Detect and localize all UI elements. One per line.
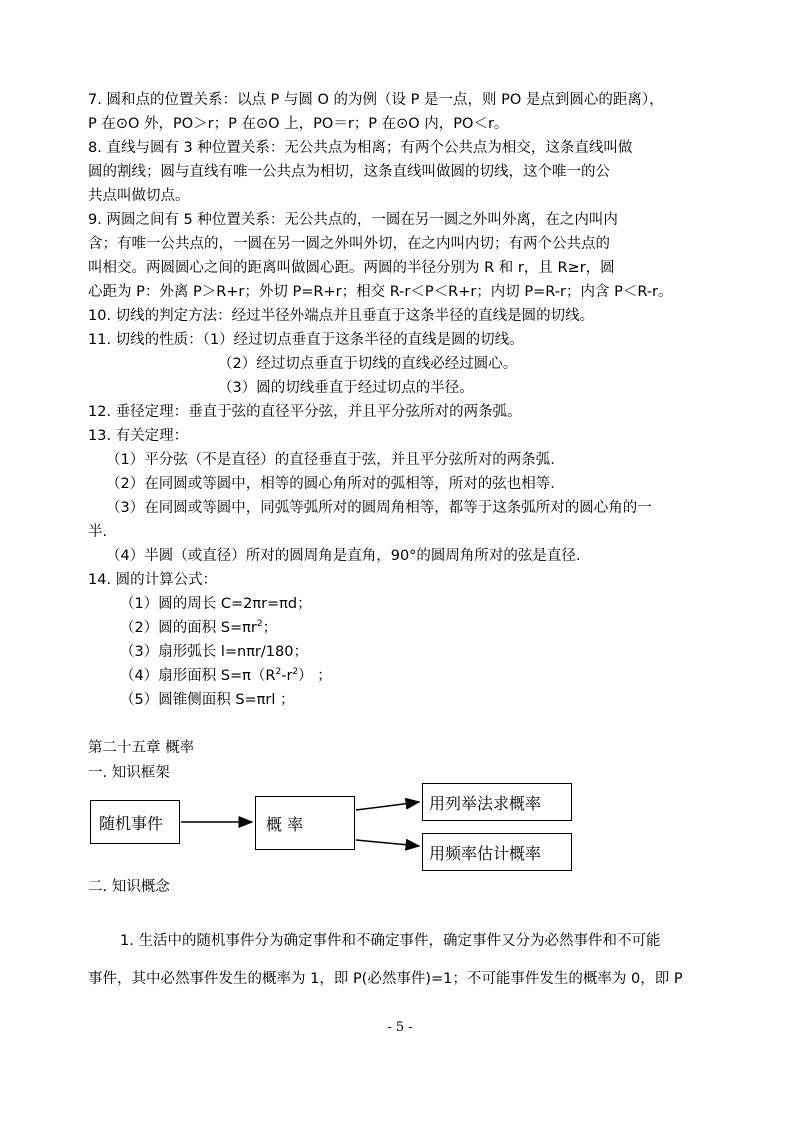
chapter-title: 第二十五章 概率 — [88, 740, 195, 756]
text-line-8c: 共点叫做切点。 — [88, 188, 190, 204]
text-line-13-4: （4）半圆（或直径）所对的圆周角是直角，90°的圆周角所对的弦是直径. — [106, 548, 581, 564]
text-line-7a: 7. 圆和点的位置关系：以点 P 与圆 O 的为例（设 P 是一点，则 PO 是点到圆心的距离）， — [88, 92, 664, 108]
text-line-10: 10. 切线的判定方法：经过半径外端点并且垂直于这条半径的直线是圆的切线。 — [88, 308, 595, 324]
text-line-13-1: （1）平分弦（不是直径）的直径垂直于弦，并且平分弦所对的两条弧. — [106, 452, 555, 468]
arrow-to-enumeration — [356, 802, 419, 810]
section-heading-framework: 一. 知识框架 — [88, 765, 170, 781]
text-line-13: 13. 有关定理： — [88, 428, 189, 444]
box-enumeration-method: 用列举法求概率 — [422, 783, 572, 821]
text-line-12: 12. 垂径定理：垂直于弦的直径平分弦，并且平分弦所对的两条弧。 — [88, 404, 522, 420]
formula-sector-area: （4）扇形面积 $S=\pi(R^2-r^2)$ ； — [120, 667, 332, 684]
arrow-to-frequency — [356, 840, 419, 846]
box-random-event: 随机事件 — [90, 800, 180, 844]
text-line-11c: （3）圆的切线垂直于经过切点的半径。 — [218, 380, 474, 396]
text-line-13-3a: （3）在同圆或等圆中，同弧等弧所对的圆周角相等，都等于这条弧所对的圆心角的一 — [106, 500, 652, 516]
section-heading-concepts: 二. 知识概念 — [88, 879, 170, 895]
text-line-8b: 圆的割线；圆与直线有唯一公共点为相切，这条直线叫做圆的切线，这个唯一的公 — [88, 164, 610, 180]
box-frequency-estimate: 用频率估计概率 — [422, 833, 572, 871]
page-number: - 5 - — [387, 1020, 413, 1035]
text-line-9b: 含；有唯一公共点的，一圆在另一圆之外叫外切，在之内叫内切；有两个公共点的 — [88, 236, 610, 252]
paragraph-1-line-1: 1. 生活中的随机事件分为确定事件和不确定事件，确定事件又分为必然事件和不可能 — [120, 933, 661, 949]
paragraph-1-line-2: 事件，其中必然事件发生的概率为 1，即 P(必然事件)=1；不可能事件发生的概率为 0，即 P — [88, 971, 683, 987]
formula-arc-length: （3）扇形弧长 l=nπr/180； — [120, 644, 308, 660]
text-line-11a: 11. 切线的性质：（1）经过切点垂直于这条半径的直线是圆的切线。 — [88, 332, 524, 348]
text-line-9d: 心距为 P：外离 P＞R+r；外切 P=R+r；相交 R-r＜P＜R+r；内切 P=R-r；内含 P＜R-r。 — [88, 284, 673, 300]
text-line-7b: P 在⊙O 外，PO＞r；P 在⊙O 上，PO＝r；P 在⊙O 内，PO＜r。 — [88, 116, 509, 132]
box-probability: 概 率 — [255, 796, 355, 850]
text-line-9c: 叫相交。两圆圆心之间的距离叫做圆心距。两圆的半径分别为 R 和 r，且 R≥r，圆 — [88, 260, 615, 276]
text-line-13-2: （2）在同圆或等圆中，相等的圆心角所对的弧相等，所对的弦也相等. — [106, 476, 555, 492]
text-line-14: 14. 圆的计算公式： — [88, 572, 218, 588]
text-line-13-3b: 半. — [88, 524, 108, 540]
formula-circumference: （1）圆的周长 C=2πr=πd； — [120, 596, 312, 612]
text-line-11b: （2）经过切点垂直于切线的直线必经过圆心。 — [218, 356, 518, 372]
text-line-8a: 8. 直线与圆有 3 种位置关系：无公共点为相离；有两个公共点为相交，这条直线叫做 — [88, 140, 633, 156]
formula-area: （2）圆的面积 $S=\pi r^2$； — [120, 619, 278, 636]
text-line-9a: 9. 两圆之间有 5 种位置关系：无公共点的，一圆在另一圆之外叫外离，在之内叫内 — [88, 212, 618, 228]
formula-cone-area: （5）圆锥侧面积 S=πrl ； — [120, 692, 295, 708]
